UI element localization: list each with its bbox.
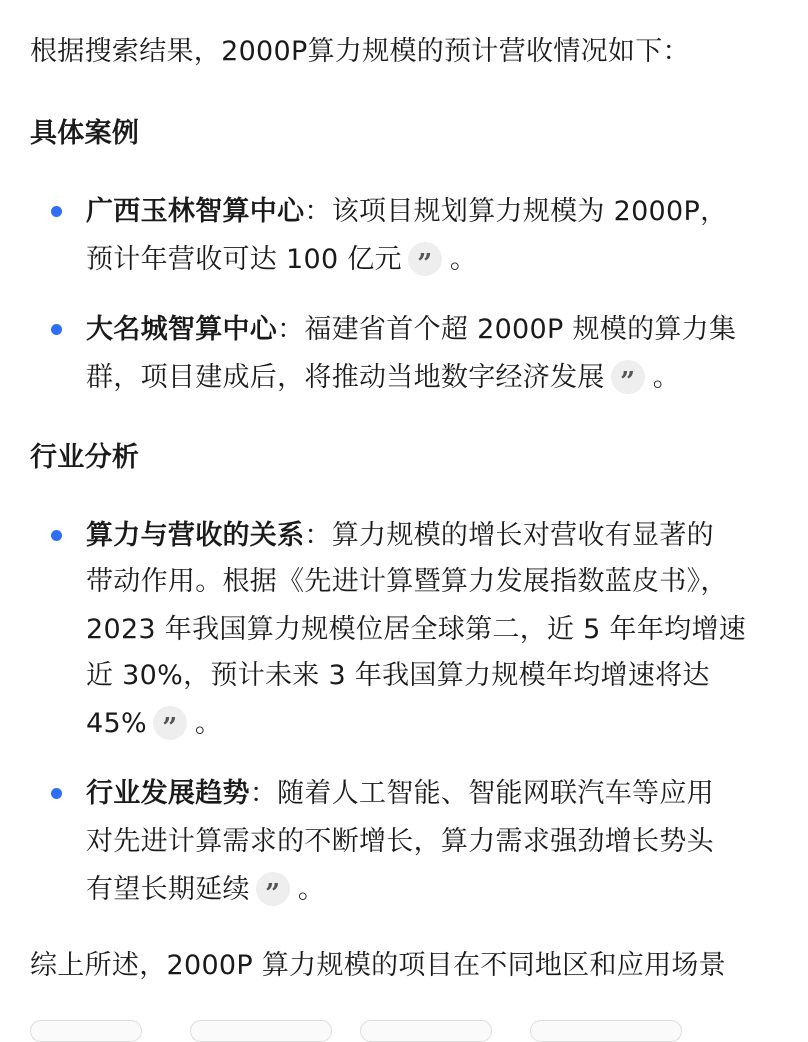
list-item-line bbox=[86, 188, 727, 236]
section-heading-analysis: 行业分析 bbox=[30, 442, 140, 473]
item-end: 。 bbox=[194, 708, 223, 739]
citation-quote-icon[interactable]: ” bbox=[408, 242, 442, 276]
list-item-line bbox=[86, 866, 325, 914]
list-item-line bbox=[86, 512, 714, 560]
section-heading-cases: 具体案例 bbox=[30, 118, 140, 149]
citation-quote-icon[interactable]: ” bbox=[256, 872, 290, 906]
item-label: 行业发展趋势 bbox=[86, 778, 250, 809]
item-separator: ： bbox=[277, 314, 305, 345]
item-separator: ： bbox=[249, 778, 278, 809]
item-text: 有望长期延续 bbox=[86, 874, 250, 905]
summary-text: 综上所述，2000P 算力规模的项目在不同地区和应用场景 bbox=[30, 950, 726, 981]
list-item-line: 带动作用。根据《先进计算暨算力发展指数蓝皮书》， bbox=[86, 566, 728, 597]
list-item-line bbox=[86, 306, 736, 354]
item-label: 广西玉林智算中心 bbox=[86, 196, 305, 227]
list-item-line: 对先进计算需求的不断增长，算力需求强劲增长势头 bbox=[86, 826, 714, 857]
suggestion-chip[interactable] bbox=[360, 1020, 492, 1042]
item-end: 。 bbox=[652, 362, 681, 393]
list-item-line bbox=[86, 770, 714, 818]
suggestion-bar bbox=[0, 1016, 808, 1024]
item-end: 。 bbox=[449, 244, 478, 275]
item-separator: ： bbox=[304, 196, 332, 227]
suggestion-chip[interactable] bbox=[530, 1020, 682, 1042]
item-text: 随着人工智能、智能网联汽车等应用 bbox=[277, 778, 714, 809]
list-item-line bbox=[86, 354, 680, 402]
list-item-line: 2023 年我国算力规模位居全球第二，近 5 年年均增速 bbox=[86, 614, 747, 645]
item-label: 大名城智算中心 bbox=[86, 314, 278, 345]
suggestion-chip[interactable] bbox=[30, 1020, 142, 1042]
item-text: 预计年营收可达 100 亿元 bbox=[86, 244, 402, 275]
item-label: 算力与营收的关系 bbox=[86, 520, 305, 551]
item-text: 该项目规划算力规模为 2000P， bbox=[331, 196, 728, 227]
citation-quote-icon[interactable]: ” bbox=[153, 706, 187, 740]
bullet-dot bbox=[51, 206, 62, 217]
intro-text: 根据搜索结果，2000P算力规模的预计营收情况如下： bbox=[30, 36, 690, 67]
suggestion-chip[interactable] bbox=[190, 1020, 332, 1042]
item-text: 福建省首个超 2000P 规模的算力集 bbox=[304, 314, 737, 345]
list-item-line bbox=[86, 700, 222, 748]
bullet-dot bbox=[51, 530, 62, 541]
bullet-dot bbox=[51, 324, 62, 335]
list-item-line bbox=[86, 236, 477, 284]
citation-quote-icon[interactable]: ” bbox=[611, 360, 645, 394]
bullet-dot bbox=[51, 788, 62, 799]
item-text: 算力规模的增长对营收有显著的 bbox=[331, 520, 714, 551]
item-separator: ： bbox=[304, 520, 332, 551]
list-item-line: 近 30%，预计未来 3 年我国算力规模年均增速将达 bbox=[86, 660, 710, 691]
item-text: 群，项目建成后，将推动当地数字经济发展 bbox=[86, 362, 605, 393]
item-end: 。 bbox=[297, 874, 326, 905]
item-text: 45% bbox=[86, 708, 147, 739]
